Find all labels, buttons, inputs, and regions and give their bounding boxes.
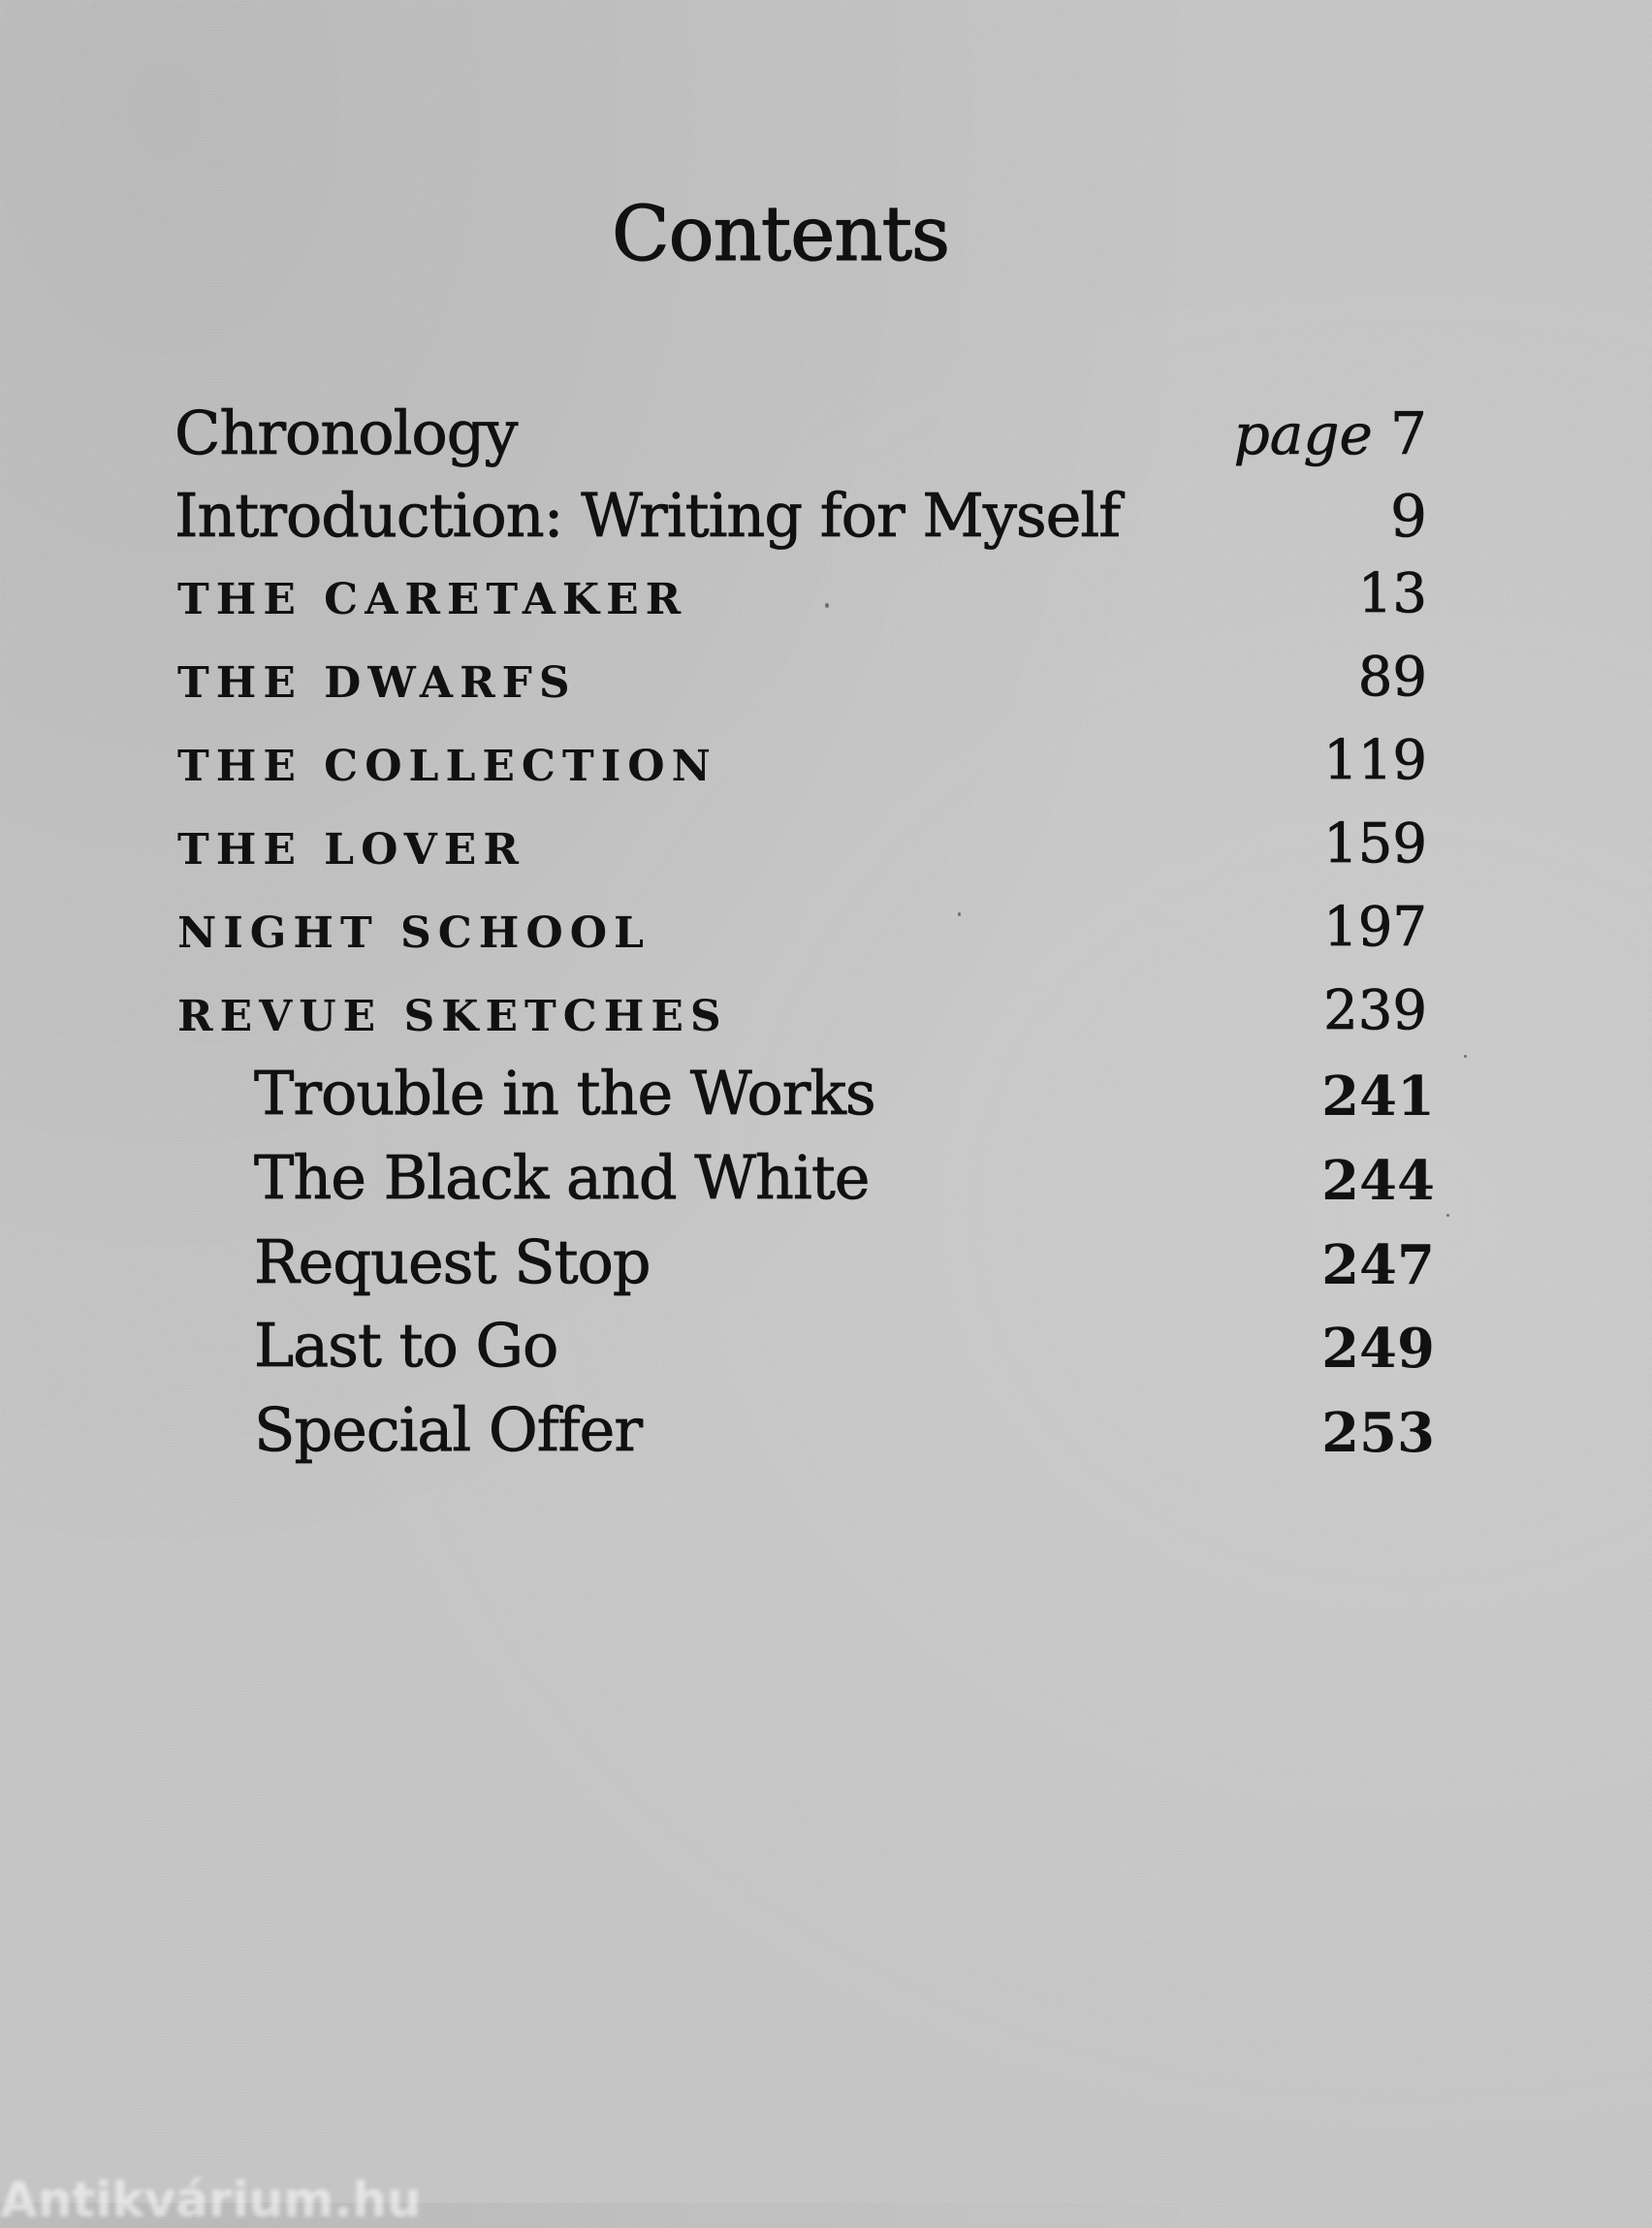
toc-entry-page: 197 (1323, 896, 1427, 959)
page-title: Contents (612, 191, 949, 279)
toc-entry-label: Trouble in the Works (254, 1058, 875, 1129)
toc-entry-page: 13 (1357, 562, 1427, 625)
paper-speck (958, 912, 961, 916)
toc-entry-special-offer (0, 1377, 1652, 1465)
watermark-text: Antikvárium.hu (0, 2172, 422, 2228)
paper-speck (825, 603, 829, 608)
toc-entry-page: 247 (1321, 1233, 1435, 1297)
page-word-label: page (1233, 401, 1373, 467)
toc-entry-the-caretaker (0, 538, 1652, 625)
toc-entry-label: Special Offer (254, 1394, 642, 1465)
toc-entry-request-stop (0, 1209, 1652, 1297)
toc-entry-page: 241 (1321, 1065, 1435, 1129)
toc-entry-night-school (0, 872, 1652, 959)
toc-entry-the-black-and-white (0, 1125, 1652, 1213)
toc-entry-label: Introduction: Writing for Myself (175, 480, 1121, 551)
toc-entry-the-collection (0, 705, 1652, 792)
toc-entry-label: Chronology (175, 398, 518, 468)
toc-entry-last-to-go (0, 1292, 1652, 1381)
toc-entry-page: 9 (1389, 483, 1427, 551)
toc-entry-introduction (0, 462, 1652, 551)
toc-entry-label: NIGHT SCHOOL (177, 908, 651, 958)
paper-speck (1464, 1055, 1467, 1058)
toc-entry-label: The Black and White (254, 1142, 870, 1213)
toc-entry-page: 239 (1323, 979, 1427, 1042)
toc-entry-page (1233, 400, 1427, 468)
toc-entry-page: 89 (1357, 646, 1427, 709)
paper-speck (1446, 1214, 1449, 1217)
toc-entry-label: THE COLLECTION (177, 742, 717, 791)
toc-entry-label: THE LOVER (177, 825, 525, 875)
toc-entry-revue-sketches (0, 955, 1652, 1042)
toc-entry-page: 249 (1321, 1317, 1435, 1381)
toc-entry-label: Last to Go (254, 1310, 558, 1381)
page-number: 7 (1389, 400, 1427, 468)
toc-entry-page: 159 (1323, 812, 1427, 875)
toc-entry-page: 253 (1321, 1401, 1435, 1465)
toc-entry-page: 119 (1323, 729, 1427, 792)
toc-entry-the-lover (0, 788, 1652, 875)
toc-entry-label: Request Stop (254, 1226, 651, 1297)
toc-entry-label: THE DWARFS (177, 658, 577, 708)
toc-entry-label: REVUE SKETCHES (177, 992, 728, 1041)
toc-entry-chronology (0, 380, 1652, 468)
toc-entry-page: 244 (1321, 1149, 1435, 1213)
toc-entry-trouble-in-the-works (0, 1040, 1652, 1129)
toc-entry-label: THE CARETAKER (177, 575, 688, 624)
toc-entry-the-dwarfs (0, 621, 1652, 709)
